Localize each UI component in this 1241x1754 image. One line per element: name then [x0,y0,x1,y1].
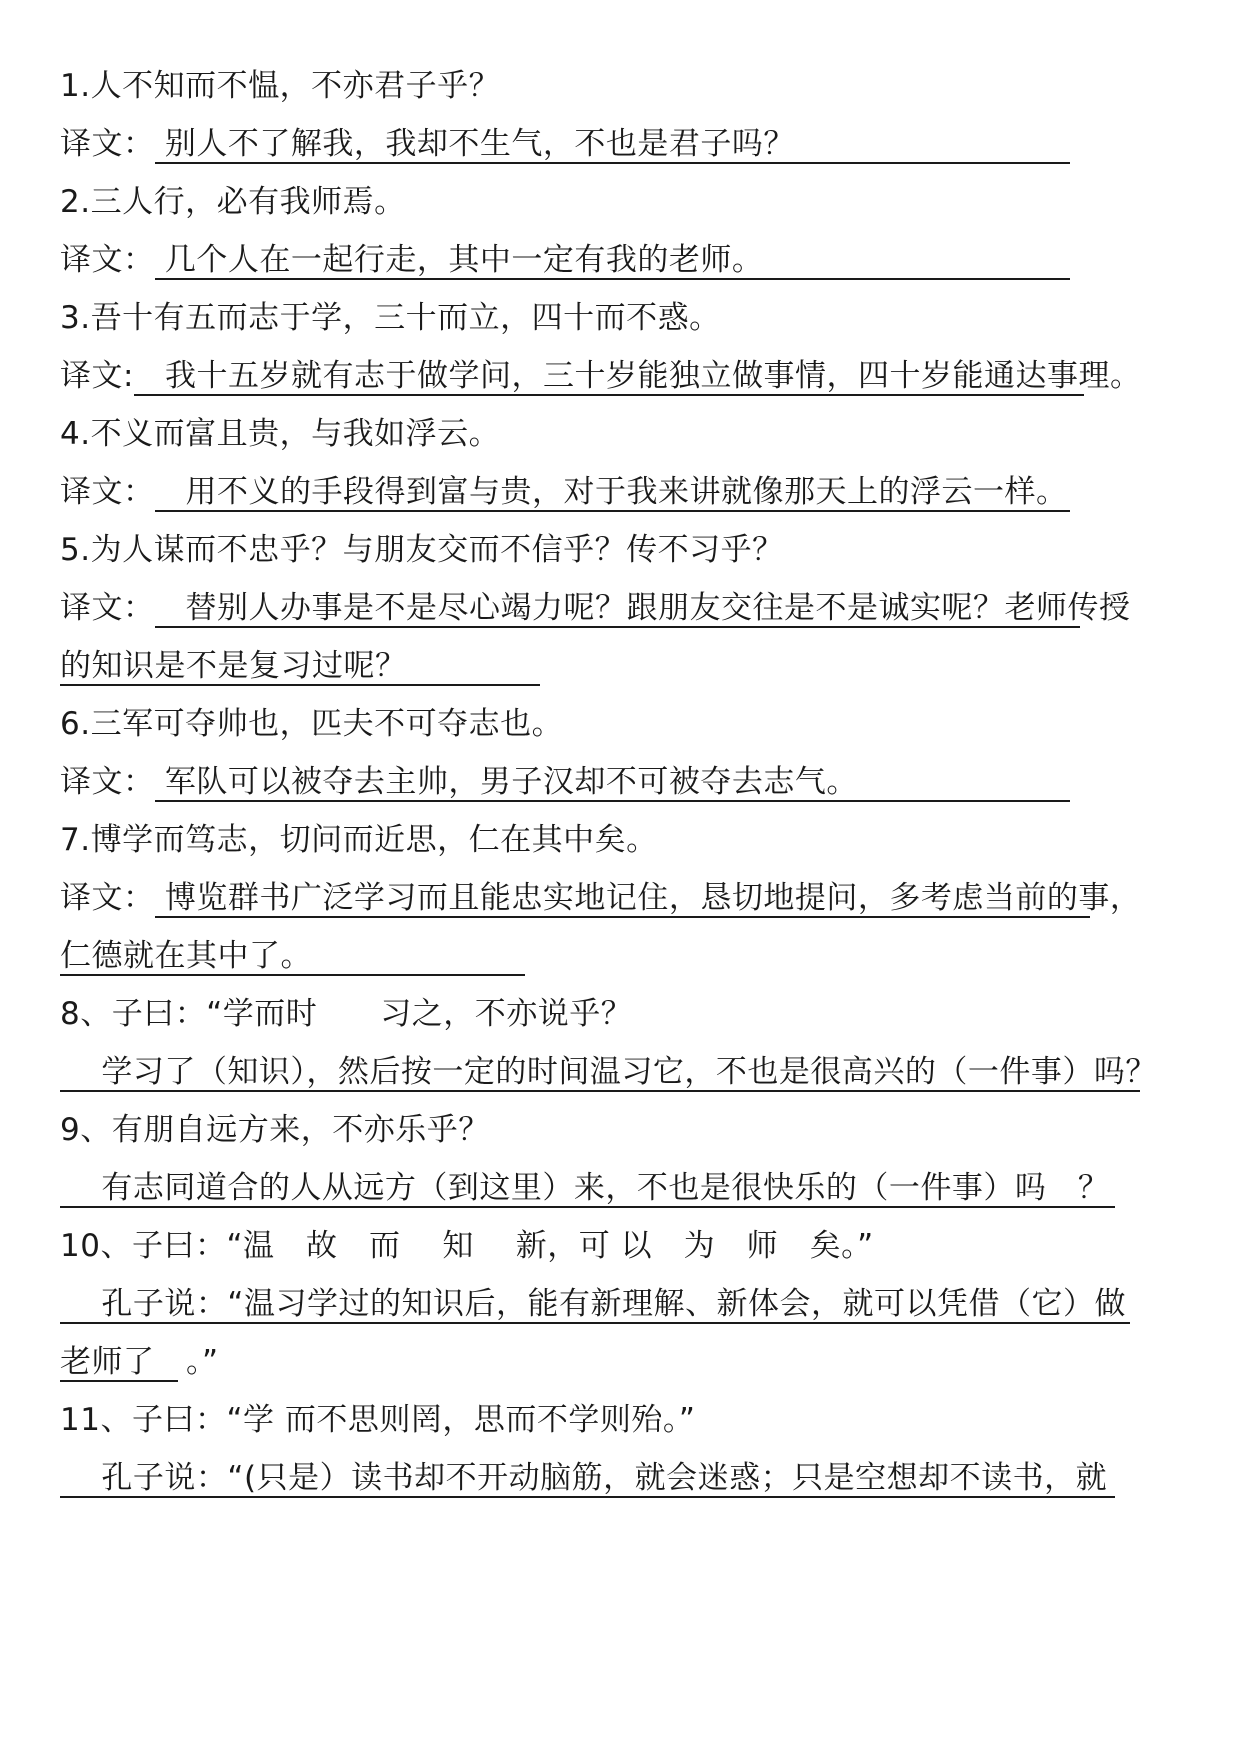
answer-10: 孔子说：“温习学过的知识后，能有新理解、新体会，就可以凭借（它）做 [60,1286,1130,1324]
translation-6 [60,762,1070,802]
translation-2 [60,240,1070,280]
question-2: 2.三人行，必有我师焉。 [60,184,406,220]
translation-label: 译文： [60,474,155,510]
translation-3 [60,356,1142,396]
translation-7 [60,878,1142,918]
answer-8: 学习了（知识），然后按一定的时间温习它，不也是很高兴的（一件事）吗？ [60,1054,1157,1090]
translation-4 [60,472,1070,512]
answer-5-cont: 的知识是不是复习过呢？ [60,648,540,686]
translation-label: 译文： [60,764,155,800]
answer-1: 别人不了解我，我却不生气，不也是君子吗？ [155,126,1070,164]
translation-5 [60,588,1131,628]
translation-11 [60,1458,1115,1498]
translation-10 [60,1284,1130,1324]
translation-label: 译文: [60,358,134,394]
question-4: 4.不义而富且贵，与我如浮云。 [60,416,501,452]
translation-7-cont [60,936,525,976]
translation-label: 译文： [60,880,155,916]
answer-3: 我十五岁就有志于做学问，三十岁能独立做事情，四十岁能通达事理。 [133,358,1142,394]
answer-11: 孔子说：“(只是）读书却不开动脑筋，就会迷惑；只是空想却不读书，就 [60,1460,1115,1498]
answer-7: 博览群书广泛学习而且能忠实地记住，恳切地提问，多考虑当前的事， [154,880,1142,916]
answer-9: 有志同道合的人从远方（到这里）来，不也是很快乐的（一件事）吗 ？ [60,1170,1115,1208]
question-9: 9、有朋自远方来，不亦乐乎？ [60,1112,490,1148]
answer-10-cont: 老师了 。” [60,1344,219,1380]
answer-2: 几个人在一起行走，其中一定有我的老师。 [155,242,1070,280]
question-6: 6.三军可夺帅也，匹夫不可夺志也。 [60,706,564,742]
question-1: 1.人不知而不愠，不亦君子乎？ [60,68,501,104]
translation-label: 译文： [60,126,155,162]
question-8: 8、子曰：“学而时 习之，不亦说乎？ [60,996,633,1032]
translation-9 [60,1168,1115,1208]
question-5: 5.为人谋而不忠乎？与朋友交而不信乎？传不习乎？ [60,532,784,568]
answer-6: 军队可以被夺去主帅，男子汉却不可被夺去志气。 [155,764,1070,802]
translation-1 [60,124,1070,164]
question-11: 11、子曰：“学 而不思则罔，思而不学则殆。” [60,1402,696,1438]
answer-5: 替别人办事是不是尽心竭力呢？跟朋友交往是不是诚实呢？老师传授 [154,590,1131,626]
translation-10-cont [60,1342,219,1382]
answer-7-cont: 仁德就在其中了。 [60,938,525,976]
question-7: 7.博学而笃志，切问而近思，仁在其中矣。 [60,822,658,858]
question-3: 3.吾十有五而志于学，三十而立，四十而不惑。 [60,300,721,336]
question-10: 10、子曰：“温 故 而 知 新，可 以 为 师 矣。” [60,1228,874,1264]
answer-4: 用不义的手段得到富与贵，对于我来讲就像那天上的浮云一样。 [154,474,1068,510]
translation-label: 译文： [60,242,155,278]
translation-8 [60,1052,1157,1092]
translation-label: 译文： [60,590,155,626]
translation-5-cont [60,646,540,686]
